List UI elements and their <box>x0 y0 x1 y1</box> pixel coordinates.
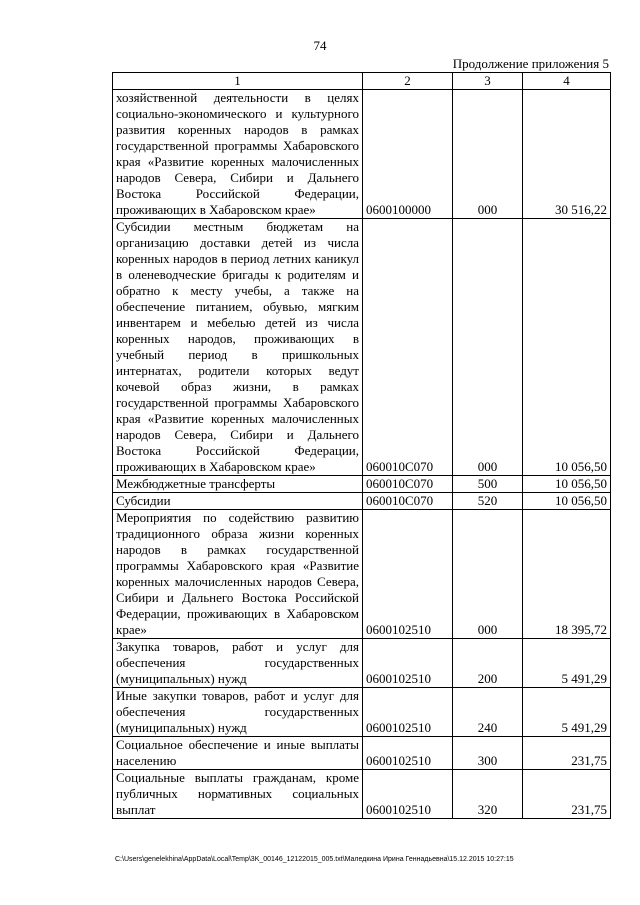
row-target-code: 0600102510 <box>363 737 453 770</box>
row-description: Межбюджетные трансферты <box>113 476 363 493</box>
row-description: Закупка товаров, работ и услуг для обеспечения государственных (муниципальных) нужд <box>113 639 363 688</box>
table-row <box>113 737 611 770</box>
row-expense-type: 200 <box>453 639 523 688</box>
row-amount: 30 516,22 <box>523 90 611 219</box>
row-amount: 10 056,50 <box>523 493 611 510</box>
row-expense-type: 300 <box>453 737 523 770</box>
row-description: Социальное обеспечение и иные выплаты населению <box>113 737 363 770</box>
footer-file-path: C:\Users\genelekhina\AppData\Local\Temp\3K_00146_12122015_005.txt\Маледкина Ирина Геннадьевна\15.12.2015 10:27:15 <box>115 856 514 863</box>
row-target-code: 0600100000 <box>363 90 453 219</box>
row-description: Мероприятия по содействию развитию традиционного образа жизни коренных народов в рамках государственной программы Хабаровского края «Развитие коренных малочисленных народов Севера, Сибири и Дальнего Востока Российской Федерации, проживающих в Хабаровском крае» <box>113 510 363 639</box>
table-row <box>113 493 611 510</box>
row-amount: 5 491,29 <box>523 688 611 737</box>
continuation-label: Продолжение приложения 5 <box>452 56 609 71</box>
table-row <box>113 510 611 639</box>
row-description: Субсидии местным бюджетам на организацию доставки детей из числа коренных народов в период летних каникул в оленеводческие бригады к родителям и обратно к месту учебы, а также на обеспечение питанием, обувью, мягким инвентарем и мебелью детей из числа коренных народов, проживающих в учебный период в пришкольных интернатах, родители которых ведут кочевой образ жизни, в рамках государственной программы Хабаровского края «Развитие коренных малочисленных народов Севера, Сибири и Дальнего Востока Российской Федерации, проживающих в Хабаровском крае» <box>113 219 363 476</box>
table-row <box>113 219 611 476</box>
budget-table <box>112 72 611 819</box>
table-row <box>113 688 611 737</box>
row-target-code: 060010С070 <box>363 476 453 493</box>
row-expense-type: 500 <box>453 476 523 493</box>
row-description: Субсидии <box>113 493 363 510</box>
row-description: Иные закупки товаров, работ и услуг для обеспечения государственных (муниципальных) нужд <box>113 688 363 737</box>
row-target-code: 060010С070 <box>363 219 453 476</box>
table-row <box>113 90 611 219</box>
row-expense-type: 000 <box>453 90 523 219</box>
row-description: хозяйственной деятельности в целях социально-экономического и культурного развития коренных народов в рамках государственной программы Хабаровского края «Развитие коренных малочисленных народов Севера, Сибири и Дальнего Востока Российской Федерации, проживающих в Хабаровском крае» <box>113 90 363 219</box>
header-row <box>113 73 611 90</box>
row-description: Социальные выплаты гражданам, кроме публичных нормативных социальных выплат <box>113 770 363 819</box>
table-row <box>113 476 611 493</box>
header-col-4: 4 <box>523 73 611 90</box>
row-amount: 5 491,29 <box>523 639 611 688</box>
table-row <box>113 639 611 688</box>
row-target-code: 060010С070 <box>363 493 453 510</box>
row-amount: 10 056,50 <box>523 476 611 493</box>
row-expense-type: 520 <box>453 493 523 510</box>
row-amount: 231,75 <box>523 770 611 819</box>
row-expense-type: 000 <box>453 219 523 476</box>
row-target-code: 0600102510 <box>363 639 453 688</box>
page-number: 74 <box>313 38 327 53</box>
header-col-3: 3 <box>453 73 523 90</box>
row-target-code: 0600102510 <box>363 770 453 819</box>
row-target-code: 0600102510 <box>363 510 453 639</box>
header-col-2: 2 <box>363 73 453 90</box>
row-expense-type: 000 <box>453 510 523 639</box>
row-amount: 18 395,72 <box>523 510 611 639</box>
row-target-code: 0600102510 <box>363 688 453 737</box>
row-expense-type: 320 <box>453 770 523 819</box>
row-amount: 231,75 <box>523 737 611 770</box>
row-amount: 10 056,50 <box>523 219 611 476</box>
table-row <box>113 770 611 819</box>
header-col-1: 1 <box>113 73 363 90</box>
row-expense-type: 240 <box>453 688 523 737</box>
